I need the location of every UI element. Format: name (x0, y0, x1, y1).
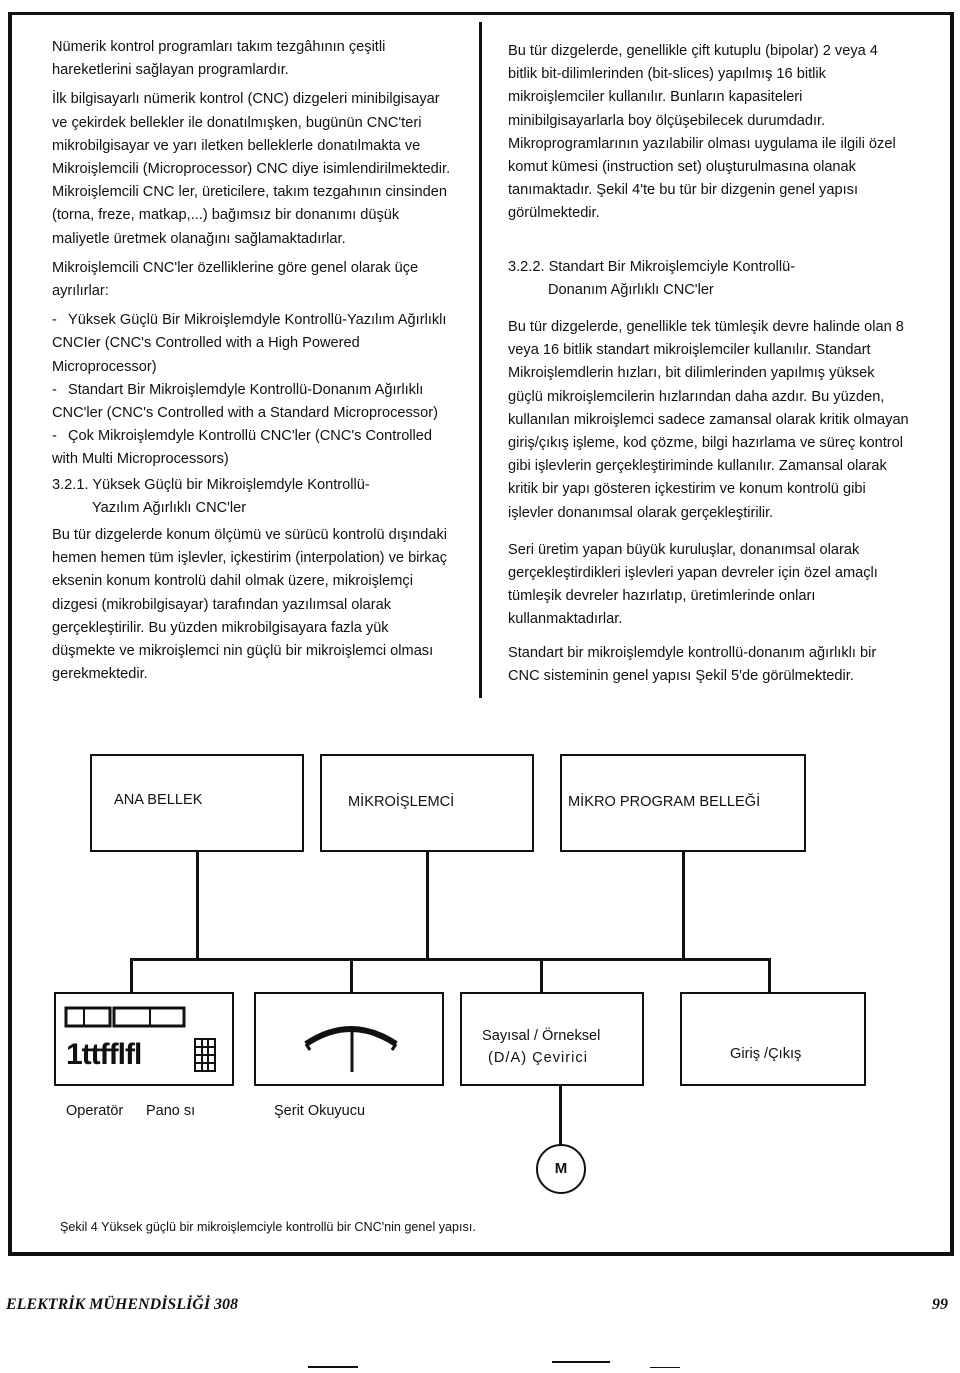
sayisal-orneksel-cevirici-box (460, 992, 644, 1086)
panel-display-icon (64, 1002, 204, 1034)
mikroislemci-box (320, 754, 534, 852)
list-item: - Yüksek Güçlü Bir Mikroişlemdyle Kontrollü-Yazılım Ağırlıklı CNCIer (CNC's Controlled with a High Powered Microprocessor) (52, 312, 447, 375)
section-title-line2: Donanım Ağırlıklı CNC'ler (548, 281, 714, 298)
paragraph: Bu tür dizgelerde konum ölçümü ve sürücü kontrolü dışındaki hemen hemen tüm işlevler, içkestirim (interpolation) ve birkaç eksenin konum kontrolü dahil olmak üzere, mikroişlemçi dizgesi (mikrobilgisayar) tarafından yazılımsal olarak gerçekleştirilir. Bu yüzden mikrobilgisayara fazla yük düşmekte ve mikroişlemci nin güçlü bir mikroişlemci olması gerekmektedir. (52, 527, 448, 683)
operator-display-text: 1ttfflfl (66, 1038, 142, 1071)
bus-connector (196, 852, 199, 958)
mikro-program-bellegi-box (560, 754, 806, 852)
bus-connector (768, 958, 771, 992)
page-number: 99 (932, 1296, 948, 1313)
paragraph: Mikroişlemcili CNC'ler özelliklerine göre genel olarak üçe ayrılırlar: (52, 259, 419, 300)
scan-mark (308, 1366, 358, 1368)
scan-mark (650, 1367, 680, 1368)
section-heading (52, 474, 454, 497)
paragraph: Seri üretim yapan büyük kuruluşlar, donanımsal olarak gerçekleştirdikleri işlevleri yapan devreler için özel amaçlı tümleşik devreler hazırlatıp, üretimlerinde onları kullanmaktadırlar. (508, 541, 878, 628)
scan-mark (552, 1361, 610, 1363)
serit-okuyucu-box (254, 992, 444, 1086)
converter-label-line2: (D/A) Çevirici (488, 1050, 588, 1066)
paragraph: Bu tür dizgelerde, genellikle tek tümleşik devre halinde olan 8 veya 16 bitlik standart mikroişlemciler kullanılır. Standart Mikroişlemdlerin hızları, bit dilimlerinden yapılmış yüksek güçlü mikroişlemcilerin hızlarından daha azdır. Bu yüzden, kullanılan mikroişlemci sadece zamansal olarak kritik olmayan giriş/çıkış işleme, kod çözme, bilgi hazırlama ve süreç kontrol gibi işlevlerin gerçekleştiriminde kullanılır. Zamansal olarak kritik bir yapı gösteren içkestirim ve konum kontrolü gibi işlevler donanımsal olarak gerçekleştirilir. (508, 319, 909, 521)
section-title-line1: Standart Bir Mikroişlemciyle Kontrollü- (548, 258, 796, 275)
journal-title: ELEKTRİK MÜHENDİSLİĞİ 308 (6, 1296, 239, 1313)
tape-reader-icon (266, 1000, 436, 1080)
list-item: - Çok Mikroişlemdyle Kontrollü CNC'ler (CNC's Controlled with Multi Microprocessors) (52, 428, 433, 468)
serit-okuyucu-label: Şerit Okuyucu (274, 1103, 366, 1119)
left-column (52, 36, 454, 692)
section-heading (508, 256, 910, 279)
system-bus (130, 958, 770, 961)
giris-cikis-label: Giriş /Çıkış (730, 1046, 802, 1062)
section-title-line2: Yazılım Ağırlıklı CNC'ler (92, 499, 247, 516)
section-number: 3.2.1. (52, 476, 89, 493)
motor-connector (559, 1086, 562, 1144)
paragraph: Nümerik kontrol programları takım tezgâhının çeşitli hareketlerini sağlayan programlardır. (52, 39, 386, 79)
giris-cikis-box (680, 992, 866, 1086)
mikroislemci-label: MİKROİŞLEMCİ (348, 794, 455, 810)
bus-connector (682, 852, 685, 958)
mikro-program-label: MİKRO PROGRAM BELLEĞİ (568, 794, 761, 810)
figure-caption: Şekil 4 Yüksek güçlü bir mikroişlemciyle kontrollü bir CNC'nin genel yapısı. (60, 1220, 476, 1234)
converter-label-line1: Sayısal / Örneksel (482, 1028, 601, 1044)
keypad-icon (194, 1038, 216, 1072)
paragraph: İlk bilgisayarlı nümerik kontrol (CNC) dizgeleri minibilgisayar ve çekirdek bellekler ile donatılmışken, bugünün CNC'teri mikrobilgisayar ve yarı iletken belleklerle donatılmakta ve Mikroişlemcili (Microprocessor) CNC diye isimlendirilmektedir. Mikroişlemcili CNC ler, üreticilere, takım tezgahının cinsinden (torna, freze, matkap,...) bağımsız bir donanımı düşük maliyetle üretmek olanağını sağlamaktadırlar. (52, 91, 451, 247)
bus-connector (350, 958, 353, 992)
paragraph: Bu tür dizgelerde, genellikle çift kutuplu (bipolar) 2 veya 4 bitlik bit-dilimlerinden (bit-slices) yapılmış 16 bitlik mikroişlemciler kullanılır. Bunların kapasiteleri minibilgisayarlarla boy ölçüşebilecek durumdadır. Mikroprogramlarının yazılabilir olması uygulama ile ilgili özel komut kümesi (instruction set) oluşturulmasına olanak tanımaktadır. Şekil 4'te bu tür bir dizgenin genel yapısı görülmektedir. (508, 43, 896, 222)
operator-label: Operatör (66, 1103, 124, 1119)
section-title-line1: Yüksek Güçlü bir Mikroişlemdyle Kontrollü- (92, 476, 370, 493)
bus-connector (426, 852, 429, 958)
ana-bellek-box (90, 754, 304, 852)
list-item: - Standart Bir Mikroişlemdyle Kontrollü-Donanım Ağırlıklı CNC'ler (CNC's Controlled with a Standard Microprocessor) (52, 381, 438, 422)
bus-connector (130, 958, 133, 992)
ana-bellek-label: ANA BELLEK (114, 792, 203, 808)
operator-panel-box (54, 992, 234, 1086)
column-divider (479, 22, 482, 698)
list-item-text: Çok Mikroişlemdyle Kontrollü CNC'ler (CNC's Controlled with Multi Microprocessors) (52, 428, 433, 468)
right-column (508, 40, 910, 694)
section-number: 3.2.2. (508, 258, 545, 275)
paragraph: Standart bir mikroişlemdyle kontrollü-donanım ağırlıklı bir CNC sisteminin genel yapısı Şekil 5'de görülmektedir. (508, 644, 877, 684)
bus-connector (540, 958, 543, 992)
list-item-text: Yüksek Güçlü Bir Mikroişlemdyle Kontrollü-Yazılım Ağırlıklı CNCIer (CNC's Controlled with a High Powered Microprocessor) (52, 312, 447, 375)
list-item-text: Standart Bir Mikroişlemdyle Kontrollü-Donanım Ağırlıklı CNC'ler (CNC's Controlled with a Standard Microprocessor) (52, 381, 438, 422)
pano-label: Pano sı (146, 1103, 196, 1119)
motor-symbol: M (536, 1144, 586, 1194)
